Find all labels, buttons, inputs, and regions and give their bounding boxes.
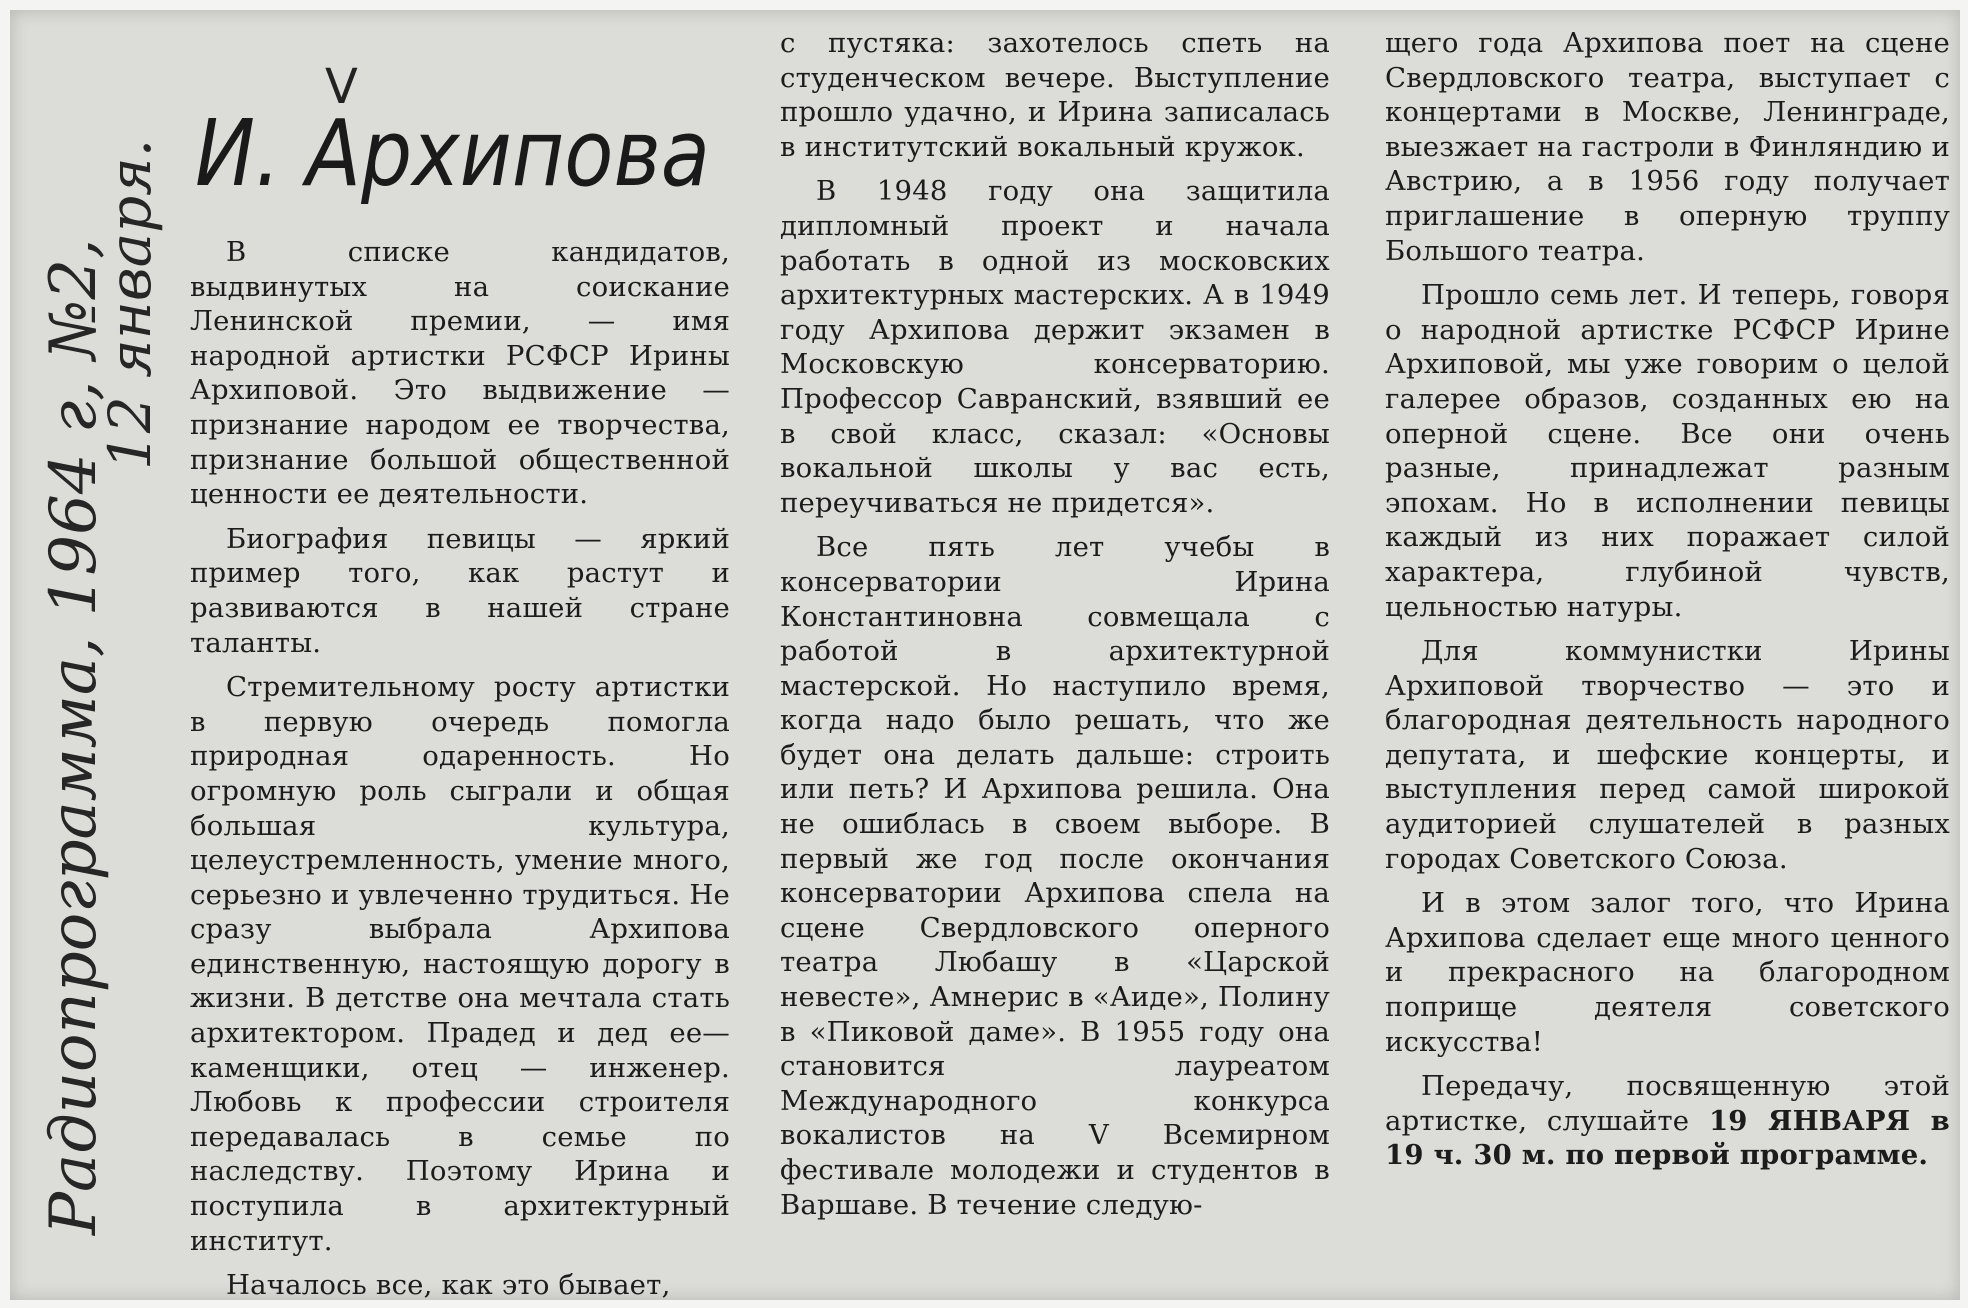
broadcast-time: 19 ЯНВАРЯ в 19 ч. 30 м. по первой программе. — [1385, 1104, 1950, 1172]
paragraph: Началось все, как это бывает, — [226, 1269, 671, 1302]
handwritten-note — [0, 0, 220, 1300]
paragraph: Биография певицы — яркий пример того, как растут и развиваются в нашей стране таланты. — [190, 522, 730, 659]
broadcast-notice-lead: Передачу, посвященную этой артистке, слушайте — [1385, 1070, 1950, 1137]
handwritten-line-1: Радиопрограмма, 1964 г, №2, — [37, 238, 111, 1235]
paragraph: Прошло семь лет. И теперь, говоря о народной артистке РСФСР Ирине Архиповой, мы уже говорим о целой галерее образов, созданных ею на оперной сцене. Все они очень разные, принадлежат разным эпохам. Но в исполнении певицы каждый из них поражает силой характера, глубиной чувств, цельностью натуры. — [1385, 279, 1950, 623]
paragraph: Стремительному росту артистки в первую очередь помогла природная одаренность. Но огромную роль сыграли и общая большая культура, целеустремленность, умение много, серьезно и увлеченно трудиться. Не сразу выбрала Архипова единственную, настоящую дорогу в жизни. В детстве она мечтала стать архитектором. Прадед и дед ее—каменщики, отец — инженер. Любовь к профессии строителя передавалась в семье по наследству. Поэтому Ирина и поступила в архитектурный институт. — [190, 671, 730, 1257]
paragraph: с пустяка: захотелось спеть на студенческом вечере. Выступление прошло удачно, и Ирина записалась в институтский вокальный кружок. — [780, 27, 1330, 163]
paragraph: В 1948 году она защитила дипломный проект и начала работать в одной из московских архитектурных мастерских. А в 1949 году Архипова держит экзамен в Московскую консерваторию. Профессор Савранский, взявший ее в свой класс, сказал: «Основы вокальной школы у вас есть, переучиваться не придется». — [780, 175, 1330, 519]
paragraph: щего года Архипова поет на сцене Свердловского театра, выступает с концертами в Москве, Ленинграде, выезжает на гастроли в Финляндию и Австрию, а в 1956 году получает приглашение в оперную труппу Большого театра. — [1385, 27, 1950, 267]
handwritten-line-2: 12 января. — [96, 138, 164, 470]
article-column-2 — [780, 26, 1330, 1222]
headline-title: И. Архипова — [195, 100, 710, 207]
article-column-1 — [190, 235, 730, 1303]
broadcast-notice — [1385, 1069, 1950, 1173]
headline-check-mark: V — [325, 59, 358, 115]
paragraph: И в этом залог того, что Ирина Архипова сделает еще много ценного и прекрасного на благородном поприще деятеля советского искусства! — [1385, 887, 1950, 1058]
paragraph: Для коммунистки Ирины Архиповой творчество — это и благородная деятельность народного депутата, и шефские концерты, и выступления перед самой широкой аудиторией слушателей в разных городах Советского Союза. — [1385, 635, 1950, 875]
article-column-3 — [1385, 26, 1950, 1173]
headline — [195, 55, 715, 205]
paragraph: Все пять лет учебы в консерватории Ирина Константиновна совмещала с работой в архитектурной мастерской. Но наступило время, когда надо было решать, что же будет она делать дальше: строить или петь? И Архипова решила. Она не ошиблась в своем выборе. В первый же год после окончания консерватории Архипова спела на сцене Свердловского оперного театра Любашу в «Царской невесте», Амнерис в «Аиде», Полину в «Пиковой даме». В 1955 году она становится лауреатом Международного конкурса вокалистов на V Всемирном фестивале молодежи и студентов в Варшаве. В течение следую- — [780, 531, 1330, 1221]
paragraph: В списке кандидатов, выдвинутых на соискание Ленинской премии, — имя народной артистки РСФСР Ирины Архиповой. Это выдвижение — признание народом ее творчества, признание большой общественной ценности ее деятельности. — [190, 236, 730, 511]
